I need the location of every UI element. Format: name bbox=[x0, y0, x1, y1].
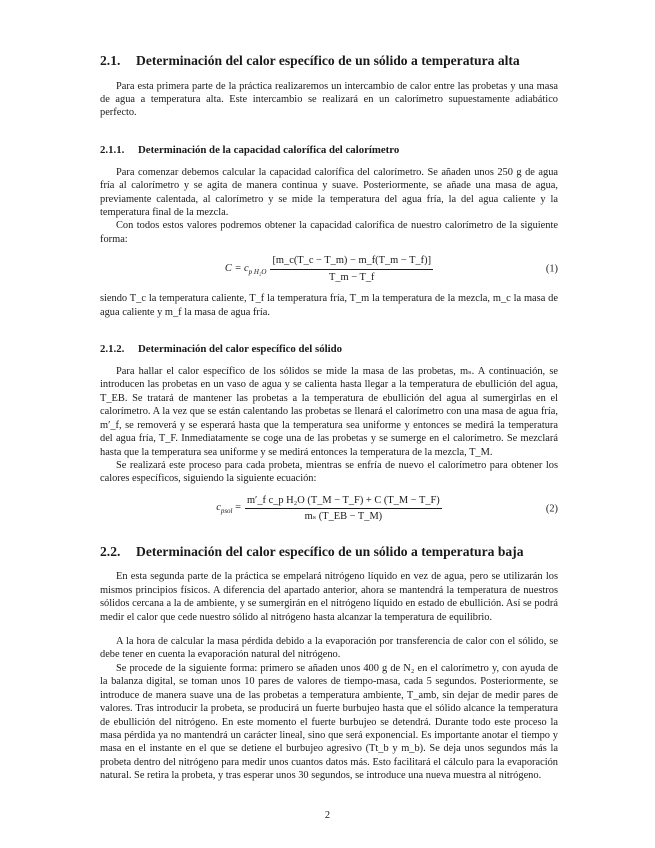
section-number: 2.2. bbox=[100, 543, 121, 559]
paragraph: En esta segunda parte de la práctica se empelará nitrógeno líquido en vez de agua, pero se utilizarán los mismos principios físicos. A diferencia del apartado anterior, ahora se mantendrá la temperatura de nuestros sólidos cercana a la de ambiente, y se sumergirán en el nitrógeno líquido en estado de ebullición. Así se podrá medir el calor que cede nuestro sólido al nitrógeno hasta alcanzar la temperatura de equilibrio. bbox=[100, 571, 558, 623]
equation-lhs-subscript: psol bbox=[220, 507, 233, 516]
paragraph: Para hallar el calor específico de los sólidos se mide la masa de las probetas, mₛ. A continuación, se introducen las probetas en un vaso de agua y se calienta hasta llegar a la temperatura de ebullición del agua, T_EB. Se tratará de mantener las probetas a la temperatura de ebullición del agua al sumergirlas en el calorímetro. A la vez que se están calentando las probetas se llenará el calorímetro con una masa de agua fría, m′_f, se removerá y se esperará hasta que la temperatura sea uniforme y entonces se medirá la temperatura del agua fría, T_F. Inmediatamente se coge una de las probetas y se sumerge en el calorímetro. Se mezclará hasta que la temperatura sea uniforme y se medirá entonces la temperatura de la mezcla, T_M. bbox=[100, 366, 558, 458]
equation-denominator: mₛ (T_EB − T_M) bbox=[304, 511, 383, 523]
subsection-number: 2.1.1. bbox=[100, 143, 125, 156]
equation-number: (2) bbox=[545, 503, 558, 515]
equation-denominator: T_m − T_f bbox=[329, 271, 375, 283]
equation-numerator: [m_c(T_c − T_m) − m_f(T_m − T_f)] bbox=[270, 254, 433, 269]
paragraph: Con todos estos valores podremos obtener la capacidad calorífica de nuestro calorímetro de la siguiente forma: bbox=[100, 220, 558, 245]
equation-1 bbox=[100, 252, 558, 286]
equation-fraction bbox=[245, 494, 442, 524]
section-intro-paragraph: Para esta primera parte de la práctica realizaremos un intercambio de calor entre las probetas y una masa de agua a temperatura alta. Este intercambio se realizará en un calorímetro supuestamente adiabático perfecto. bbox=[100, 80, 558, 119]
section-heading-2-2 bbox=[100, 543, 558, 561]
document-page bbox=[100, 52, 558, 783]
section-title: Determinación del calor específico de un sólido a temperatura baja bbox=[136, 543, 524, 559]
equation-fraction bbox=[270, 254, 433, 284]
equation-lhs: C = c bbox=[224, 262, 249, 274]
paragraph: Se realizará este proceso para cada probeta, mientras se enfría de nuevo el calorímetro para obtener los calores específicos, siguiendo la siguiente ecuación: bbox=[100, 459, 558, 485]
subsection-heading-2-1-2 bbox=[100, 343, 558, 357]
page-number: 2 bbox=[324, 810, 331, 821]
paragraph: Para comenzar debemos calcular la capacidad calorífica del calorímetro. Se añaden unos 250 g de agua fría al calorímetro y se agita de manera continua y suave. Posteriormente, se añade una masa de agua, previamente calentada, al calorímetro y se mide la temperatura del agua fría, la del agua caliente y la temperatura final de la mezcla. bbox=[100, 166, 558, 218]
equation-number: (1) bbox=[545, 263, 558, 275]
equation-lhs: c bbox=[216, 502, 221, 514]
subsection-number: 2.1.2. bbox=[100, 343, 125, 356]
section-number: 2.1. bbox=[100, 53, 121, 68]
equation-numerator: m′_f c_p H₂O (T_M − T_F) + C (T_M − T_F) bbox=[245, 494, 442, 509]
section-heading-2-1 bbox=[100, 52, 558, 70]
subsection-heading-2-1-1 bbox=[100, 144, 558, 158]
paragraph: A la hora de calcular la masa pérdida debido a la evaporación por transferencia de calor con el sólido, se debe tener en cuenta la evaporación natural del nitrógeno. bbox=[100, 636, 558, 661]
subsection-title: Determinación del calor específico del sólido bbox=[138, 343, 343, 356]
section-title: Determinación del calor específico de un sólido a temperatura alta bbox=[136, 53, 520, 68]
equation-lhs-subscript: p H₂O bbox=[248, 267, 267, 276]
paragraph: siendo T_c la temperatura caliente, T_f la temperatura fría, T_m la temperatura de la mezcla, m_c la masa de agua caliente y m_f la masa de agua fría. bbox=[100, 293, 558, 318]
paragraph: Se procede de la siguiente forma: primero se añaden unos 400 g de N₂ en el calorímetro y, con ayuda de la balanza digital, se toman unos 10 pares de valores de tiempo-masa, cada 5 segundos. Posteriormente, se introduce de manera suave una de las probetas a temperatura ambiente, T_amb, sin dejar de medir pares de valores. Tras introducir la probeta, se producirá un fuerte burbujeo hasta que el sólido alcance la temperatura de ebullición del nitrógeno. En este momento el fuerte burbujeo se detendrá. Durante todo este proceso la masa pérdida ya no mantendrá un carácter lineal, sino que será exponencial. Es importante anotar el tiempo y masa en el instante en el que se detiene el burbujeo agresivo (Tt_b y m_b). Se deja unos segundos más la probeta dentro del nitrógeno para medir unos cuantos datos más. Esto facilitará el cálculo para la evaporación natural. Se retira la probeta, y tras esperar unos 30 segundos, se introduce una nueva muestra al nitrógeno. bbox=[100, 662, 558, 782]
subsection-title: Determinación de la capacidad calorífica del calorímetro bbox=[138, 143, 400, 156]
equation-2: $c_{psol}$ = $\frac{\text{m′\_f c\_p H₂O (T\_M − T\_F) + C (T\_M − T\_F)}}{\text{mₛ (T\_EB − T\_M)}}$ (2) bbox=[216, 494, 558, 523]
